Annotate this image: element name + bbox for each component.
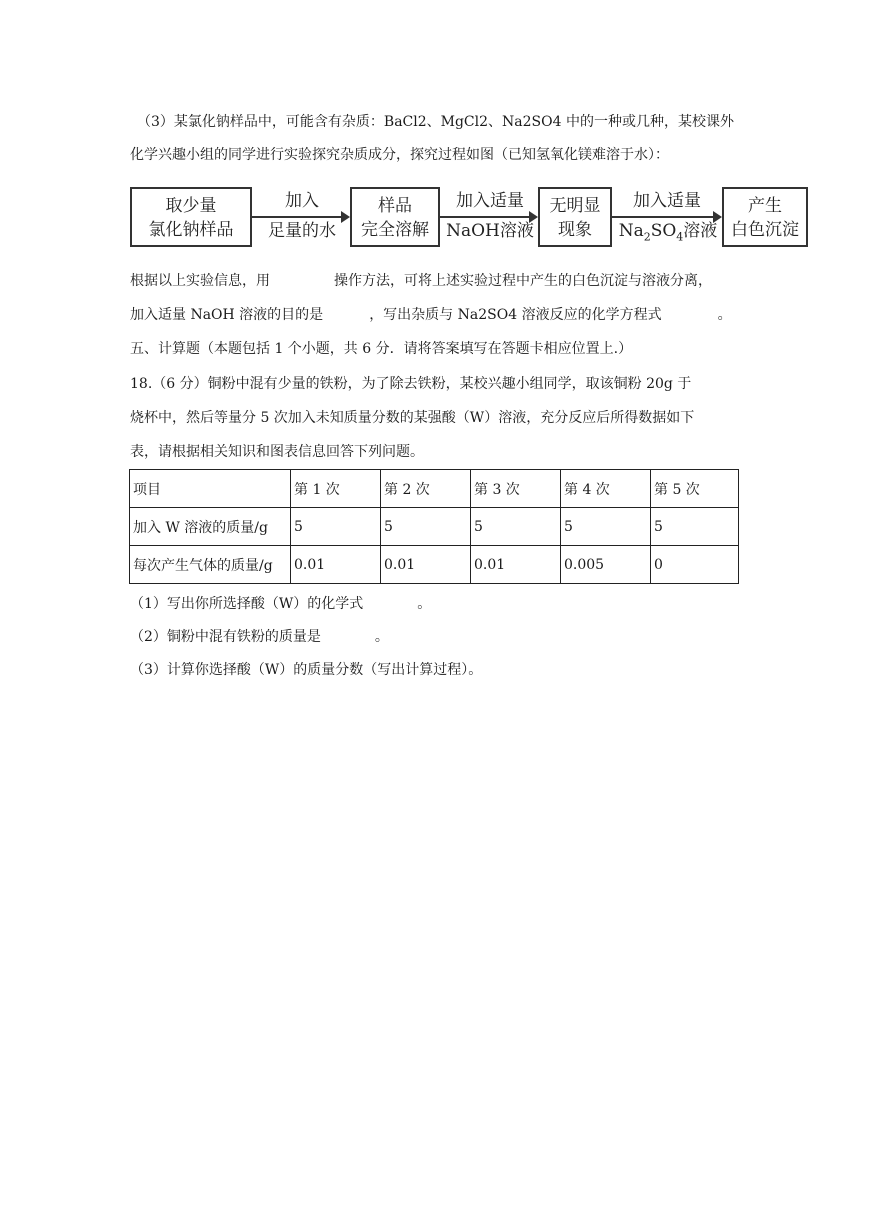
- part3-q1-text-b: 操作方法，可将上述实验过程中产生的白色沉淀与溶液分离，: [334, 273, 712, 289]
- flow-arrow1-bottom-label: 足量的水: [268, 221, 336, 241]
- table-header-cell: 项目: [130, 470, 291, 508]
- table-row: [130, 546, 739, 584]
- table-cell: 5: [381, 508, 471, 546]
- flow-arrow1-top-label: 加入: [285, 191, 319, 211]
- table-cell: 0.01: [291, 546, 381, 584]
- part3-question-line2: [130, 305, 732, 325]
- part3-question-line1: [130, 271, 712, 291]
- subquestion-3: （3）计算你选择酸（W）的质量分数（写出计算过程）。: [130, 662, 483, 678]
- part3-q2-text-a: 加入适量 NaOH 溶液的目的是: [130, 307, 324, 323]
- table-cell: 0.01: [381, 546, 471, 584]
- table-cell: 5: [561, 508, 651, 546]
- table-header-cell: 第 1 次: [291, 470, 381, 508]
- flow-box-sample-line2: 氯化钠样品: [148, 220, 234, 240]
- subquestion-2: [130, 627, 389, 647]
- problem18-line2: 烧杯中，然后等量分 5 次加入未知质量分数的某强酸（W）溶液，充分反应后所得数据如下: [130, 410, 695, 426]
- intro-line-1: （3）某氯化钠样品中，可能含有杂质：BaCl2、MgCl2、Na2SO4 中的一种或几种，某校课外: [137, 114, 734, 130]
- flow-arrow2-top-label: 加入适量: [456, 191, 524, 211]
- flow-box-no-change-line1: 无明显: [549, 196, 601, 216]
- part3-q2-text-c: 。: [717, 307, 732, 323]
- data-table: [129, 469, 739, 584]
- part3-q1-text-a: 根据以上实验信息，用: [130, 273, 270, 289]
- table-header-cell: 第 5 次: [651, 470, 739, 508]
- table-cell: 5: [471, 508, 561, 546]
- flow-arrow-3: [612, 216, 720, 218]
- table-header-cell: 第 3 次: [471, 470, 561, 508]
- table-row: [130, 508, 739, 546]
- subquestion-2-text: （2）铜粉中混有铁粉的质量是: [130, 629, 321, 645]
- table-header-cell: 第 4 次: [561, 470, 651, 508]
- flow-arrow-2: [440, 216, 536, 218]
- section-5-heading: 五、计算题（本题包括 1 个小题，共 6 分．请将答案填写在答题卡相应位置上.）: [130, 341, 633, 357]
- flow-arrow2-bottom-label: NaOH溶液: [446, 221, 534, 241]
- intro-line-2: 化学兴趣小组的同学进行实验探究杂质成分，探究过程如图（已知氢氧化镁难溶于水）：: [130, 147, 669, 163]
- table-cell: 0: [651, 546, 739, 584]
- na-symbol: Na: [618, 221, 644, 241]
- na-subscript: 2: [643, 230, 651, 244]
- table-header-row: [130, 470, 739, 508]
- subquestion-1-text: （1）写出你所选择酸（W）的化学式: [130, 596, 364, 612]
- part3-q2-text-b: ，写出杂质与 Na2SO4 溶液反应的化学方程式: [369, 307, 662, 323]
- problem18-line3: 表，请根据相关知识和图表信息回答下列问题。: [130, 444, 424, 460]
- table-header-cell: 第 2 次: [381, 470, 471, 508]
- flow-box-sample-line1: 取少量: [165, 196, 217, 216]
- flow-box-sample: [130, 187, 252, 247]
- flow-box-precipitate-line2: 白色沉淀: [731, 220, 799, 240]
- subquestion-1-end: 。: [417, 596, 432, 612]
- table-cell: 每次产生气体的质量/g: [130, 546, 291, 584]
- so-subscript: 4: [676, 230, 684, 244]
- subquestion-1: [130, 594, 431, 614]
- problem18-line1: 18.（6 分）铜粉中混有少量的铁粉，为了除去铁粉，某校兴趣小组同学，取该铜粉 20g 于: [130, 376, 692, 392]
- table-cell: 0.005: [561, 546, 651, 584]
- flow-box-precipitate: [722, 187, 808, 247]
- table-cell: 5: [651, 508, 739, 546]
- flow-arrow-1: [252, 216, 348, 218]
- table-cell: 0.01: [471, 546, 561, 584]
- flow-box-dissolved-line1: 样品: [378, 196, 412, 216]
- experiment-flowchart: [130, 184, 812, 254]
- flow-arrow3-bottom-label: [614, 220, 722, 248]
- solution-word: 溶液: [683, 221, 718, 241]
- subquestion-2-end: 。: [374, 629, 389, 645]
- so-symbol: SO: [650, 221, 677, 241]
- flow-box-no-change-line2: 现象: [558, 220, 592, 240]
- flow-arrow3-top-label: 加入适量: [633, 191, 701, 211]
- flow-box-no-change: [538, 187, 612, 247]
- table-cell: 5: [291, 508, 381, 546]
- flow-box-dissolved: [350, 187, 440, 247]
- table-cell: 加入 W 溶液的质量/g: [130, 508, 291, 546]
- flow-box-dissolved-line2: 完全溶解: [361, 220, 429, 240]
- flow-box-precipitate-line1: 产生: [748, 196, 782, 216]
